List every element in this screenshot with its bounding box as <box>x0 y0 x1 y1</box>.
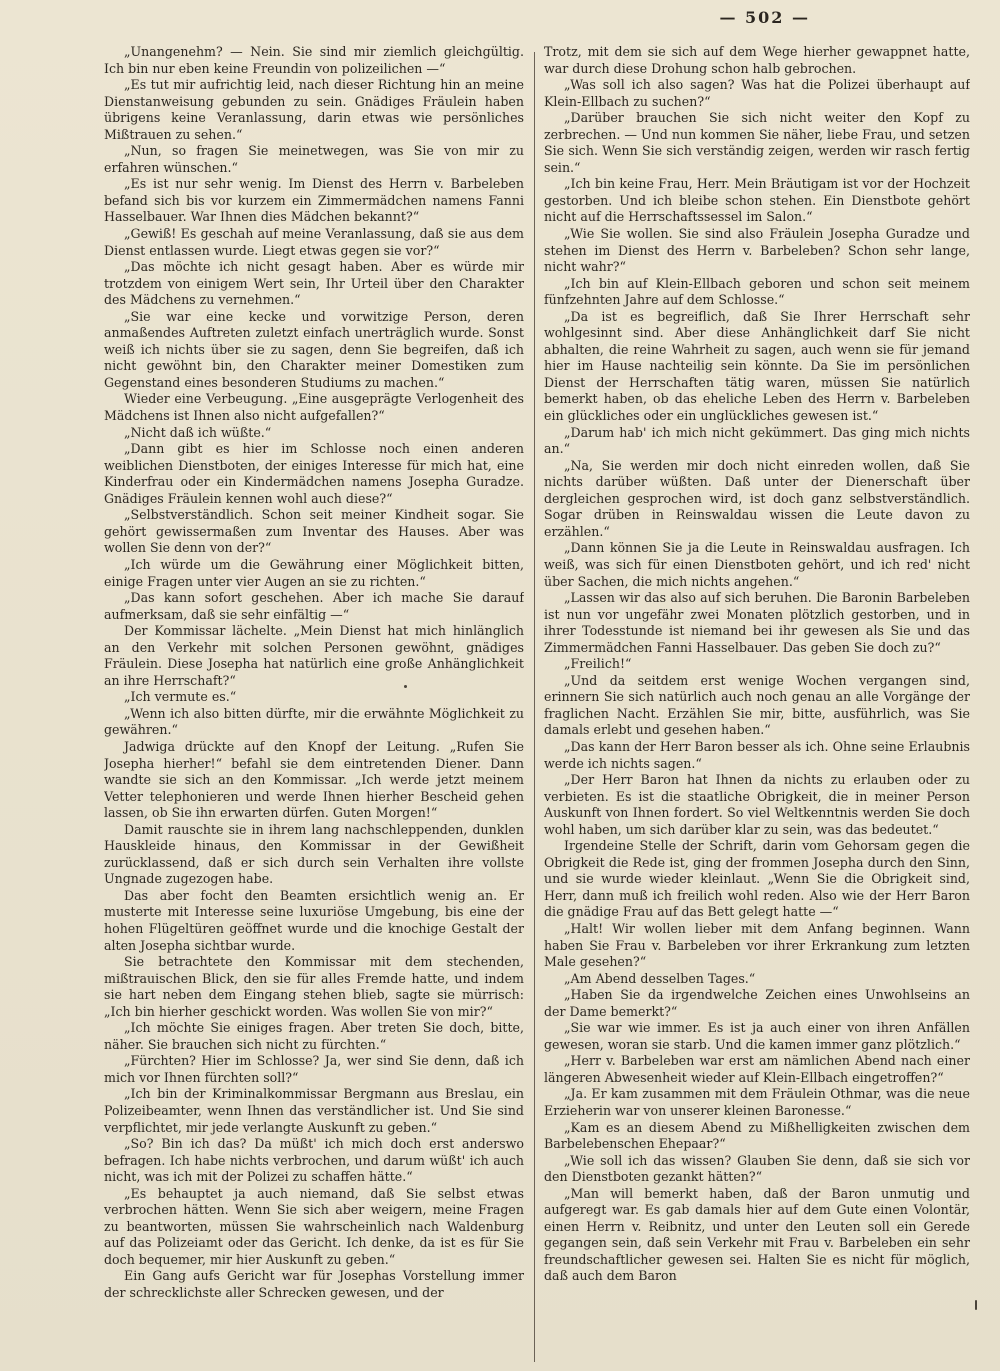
paragraph: „Wie soll ich das wissen? Glauben Sie denn, daß sie sich vor den Dienstboten gezankt hätten?“ <box>544 1152 970 1185</box>
paragraph: „Am Abend desselben Tages.“ <box>564 970 756 986</box>
paragraph: „Ich bin keine Frau, Herr. Mein Bräutigam ist vor der Hochzeit gestorben. Und ich bleibe schon stehen. Ein Dienstbote gehört nicht auf die Herrschaftssessel im Salon.“ <box>544 176 970 225</box>
paragraph: „Wie Sie wollen. Sie sind also Fräulein Josepha Guradze und stehen im Dienst des Herrn v. Barbeleben? Schon sehr lange, nicht wahr?“ <box>544 226 970 275</box>
paragraph: „Herr v. Barbeleben war erst am nämlichen Abend nach einer längeren Abwesenheit wieder auf Klein-Ellbach eingetroffen?“ <box>544 1053 970 1085</box>
paragraph: „Fürchten? Hier im Schlosse? Ja, wer sind Sie denn, daß ich mich vor Ihnen fürchten soll?“ <box>104 1053 524 1085</box>
paragraph: „Nun, so fragen Sie meinetwegen, was Sie von mir zu erfahren wünschen.“ <box>104 143 524 175</box>
paragraph: Sie betrachtete den Kommissar mit dem stechenden, mißtrauischen Blick, den sie für alles Fremde hatte, und indem sie hart neben dem Eingang stehen blieb, sagte sie mürrisch: „Ich bin hierher geschickt worden. Was wollen Sie von mir?“ <box>104 954 524 1019</box>
right-column <box>544 44 970 1364</box>
page-number: — 502 — <box>719 8 810 27</box>
paragraph: „Ich bin auf Klein-Ellbach geboren und schon seit meinem fünfzehnten Jahre auf dem Schlosse.“ <box>544 275 970 308</box>
paragraph: „Ich vermute es.“ <box>124 689 237 705</box>
paragraph: „Nicht daß ich wüßte.“ <box>124 424 272 440</box>
paragraph: „Das möchte ich nicht gesagt haben. Aber es würde mir trotzdem von einigem Wert sein, Ihr Urteil über den Charakter des Mädchens zu vernehmen.“ <box>104 259 524 308</box>
paragraph: „Selbstverständlich. Schon seit meiner Kindheit sogar. Sie gehört gewissermaßen zum Inventar des Hauses. Aber was wollen Sie denn von der?“ <box>104 507 524 556</box>
paragraph: Jadwiga drückte auf den Knopf der Leitung. „Rufen Sie Josepha hierher!“ befahl sie dem eintretenden Diener. Dann wandte sie sich an den Kommissar. „Ich werde jetzt meinem Vetter telephonieren und werde Ihnen hierher Bescheid gehen lassen, ob Sie ihn erwarten dürfen. Guten Morgen!“ <box>104 738 524 821</box>
paragraph: „Darum hab' ich mich nicht gekümmert. Das ging mich nichts an.“ <box>544 424 970 457</box>
paragraph: „Unangenehm? — Nein. Sie sind mir ziemlich gleichgültig. Ich bin nur eben keine Freundin von polizeilichen —“ <box>104 44 524 76</box>
paragraph: „Lassen wir das also auf sich beruhen. Die Baronin Barbeleben ist nun vor ungefähr zwei Monaten plötzlich gestorben, und in ihrer Todesstunde ist niemand bei ihr gewesen als Sie und das Zimmermädchen Fanni Hasselbauer. Das geben Sie doch zu?“ <box>544 590 970 655</box>
paragraph: „Ich möchte Sie einiges fragen. Aber treten Sie doch, bitte, näher. Sie brauchen sich nicht zu fürchten.“ <box>104 1020 524 1052</box>
print-speck <box>975 1300 977 1310</box>
paragraph: Das aber focht den Beamten ersichtlich wenig an. Er musterte mit Interesse seine luxuriöse Umgebung, bis eine der hohen Flügeltüren geöffnet wurde und die knochige Gestalt der alten Josepha sichtbar wurde. <box>104 887 524 953</box>
left-column <box>104 44 524 1364</box>
paragraph: Damit rauschte sie in ihrem lang nachschleppenden, dunklen Hauskleide hinaus, den Kommissar in der Gewißheit zurücklassend, daß er sich durch sein Verhalten ihre vollste Ungnade zugezogen habe. <box>104 821 524 887</box>
paragraph: „Das kann sofort geschehen. Aber ich mache Sie darauf aufmerksam, daß sie sehr einfältig —“ <box>104 590 524 622</box>
paragraph: „Es ist nur sehr wenig. Im Dienst des Herrn v. Barbeleben befand sich bis vor kurzem ein Zimmermädchen namens Fanni Hasselbauer. War Ihnen dies Mädchen bekannt?“ <box>104 176 524 225</box>
paragraph: „Wenn ich also bitten dürfte, mir die erwähnte Möglichkeit zu gewähren.“ <box>104 705 524 738</box>
paragraph: „Es tut mir aufrichtig leid, nach dieser Richtung hin an meine Dienstanweisung gebunden zu sein. Gnädiges Fräulein haben übrigens keine Veranlassung, darin etwas wie persönliches Mißtrauen zu sehen.“ <box>104 77 524 142</box>
paragraph: „Es behauptet ja auch niemand, daß Sie selbst etwas verbrochen hätten. Wenn Sie sich aber weigern, meine Fragen zu beantworten, müssen Sie wahrscheinlich nach Waldenburg auf das Polizeiamt oder das Gericht. Ich denke, da ist es für Sie doch bequemer, mir hier Auskunft zu geben.“ <box>104 1185 524 1267</box>
paragraph: „Darüber brauchen Sie sich nicht weiter den Kopf zu zerbrechen. — Und nun kommen Sie näher, liebe Frau, und setzen Sie sich. Wenn Sie sich verständig zeigen, werden wir rasch fertig sein.“ <box>544 110 970 175</box>
paragraph: Wieder eine Verbeugung. „Eine ausgeprägte Verlogenheit des Mädchens ist Ihnen also nicht aufgefallen?“ <box>104 391 524 424</box>
paragraph: „Gewiß! Es geschah auf meine Veranlassung, daß sie aus dem Dienst entlassen wurde. Liegt etwas gegen sie vor?“ <box>104 226 524 258</box>
paragraph: Trotz, mit dem sie sich auf dem Wege hierher gewappnet hatte, war durch diese Drohung schon halb gebrochen. <box>544 44 970 76</box>
paragraph: „Was soll ich also sagen? Was hat die Polizei überhaupt auf Klein-Ellbach zu suchen?“ <box>544 77 970 109</box>
paragraph: „Sie war eine kecke und vorwitzige Person, deren anmaßendes Auftreten zuletzt einfach unerträglich wurde. Sonst weiß ich nichts über sie zu sagen, denn Sie begreifen, daß ich nicht gewöhnt bin, den Charakter meiner Domestiken zum Gegenstand eines besonderen Studiums zu machen.“ <box>104 308 524 390</box>
paragraph: „Freilich!“ <box>564 656 632 672</box>
paragraph: „Ich würde um die Gewährung einer Möglichkeit bitten, einige Fragen unter vier Augen an sie zu richten.“ <box>104 556 524 589</box>
column-divider <box>534 52 535 1362</box>
paragraph: „Ich bin der Kriminalkommissar Bergmann aus Breslau, ein Polizeibeamter, wenn Ihnen das verständlicher ist. Und Sie sind verpflichtet, mir jede verlangte Auskunft zu geben.“ <box>104 1086 524 1135</box>
paragraph: Irgendeine Stelle der Schrift, darin vom Gehorsam gegen die Obrigkeit die Rede ist, ging der frommen Josepha durch den Sinn, und sie wurde wieder kleinlaut. „Wenn Sie die Obrigkeit sind, Herr, dann muß ich freilich wohl reden. Also wie der Herr Baron die gnädige Frau auf das Bett gelegt hatte —“ <box>544 838 970 920</box>
paragraph: „Na, Sie werden mir doch nicht einreden wollen, daß Sie nichts darüber wüßten. Daß unter der Dienerschaft über dergleichen gesprochen wird, ist doch ganz selbstverständlich. Sogar drüben in Reinswaldau wissen die Leute davon zu erzählen.“ <box>544 457 970 539</box>
paragraph: „Der Herr Baron hat Ihnen da nichts zu erlauben oder zu verbieten. Es ist die staatliche Obrigkeit, die in meiner Person Auskunft von Ihnen fordert. So viel Weltkenntnis werden Sie doch wohl haben, um sich darüber klar zu sein, was das bedeutet.“ <box>544 772 970 837</box>
paragraph: „Dann gibt es hier im Schlosse noch einen anderen weiblichen Dienstboten, der einiges Interesse für mich hat, eine Kinderfrau oder ein Kindermädchen namens Josepha Guradze. Gnädiges Fräulein kennen wohl auch diese?“ <box>104 441 524 506</box>
paragraph: „Und da seitdem erst wenige Wochen vergangen sind, erinnern Sie sich natürlich auch noch genau an alle Vorgänge der fraglichen Nacht. Erzählen Sie mir, bitte, ausführlich, was Sie damals erlebt und gesehen haben.“ <box>544 672 970 738</box>
paragraph: „Kam es an diesem Abend zu Mißhelligkeiten zwischen dem Barbelebenschen Ehepaar?“ <box>544 1119 970 1152</box>
paragraph: „Man will bemerkt haben, daß der Baron unmutig und aufgeregt war. Es gab damals hier auf dem Gute einen Volontär, einen Herrn v. Reibnitz, und unter den Leuten soll ein Gerede gegangen sein, daß sein Verkehr mit Frau v. Barbeleben ein sehr freundschaftlicher gewesen sei. Halten Sie es nicht für möglich, daß auch dem Baron <box>544 1185 970 1284</box>
paragraph: Ein Gang aufs Gericht war für Josephas Vorstellung immer der schrecklichste aller Schrecken gewesen, und der <box>104 1268 524 1301</box>
paragraph: „Ja. Er kam zusammen mit dem Fräulein Othmar, was die neue Erzieherin war von unserer kleinen Baronesse.“ <box>544 1086 970 1118</box>
paragraph: „Da ist es begreiflich, daß Sie Ihrer Herrschaft sehr wohlgesinnt sind. Aber diese Anhänglichkeit darf Sie nicht abhalten, die reine Wahrheit zu sagen, auch wenn sie für jemand hier im Hause nachteilig sein könnte. Da Sie im persönlichen Dienst der Herrschaften tätig waren, müssen Sie natürlich bemerkt haben, ob das eheliche Leben des Herrn v. Barbeleben ein glückliches oder ein unglückliches gewesen ist.“ <box>544 308 970 424</box>
paragraph: „Halt! Wir wollen lieber mit dem Anfang beginnen. Wann haben Sie Frau v. Barbeleben vor ihrer Erkrankung zum letzten Male gesehen?“ <box>544 920 970 970</box>
paragraph: „So? Bin ich das? Da müßt' ich mich doch erst anderswo befragen. Ich habe nichts verbrochen, und darum wüßt' ich auch nicht, was ich mit der Polizei zu schaffen hätte.“ <box>104 1136 524 1185</box>
paragraph: „Dann können Sie ja die Leute in Reinswaldau ausfragen. Ich weiß, was sich für einen Dienstboten gehört, und ich red' nicht über Sachen, die mich nichts angehen.“ <box>544 540 970 589</box>
paragraph: „Sie war wie immer. Es ist ja auch einer von ihren Anfällen gewesen, woran sie starb. Und die kamen immer ganz plötzlich.“ <box>544 1020 970 1052</box>
print-speck <box>404 685 407 688</box>
paragraph: „Das kann der Herr Baron besser als ich. Ohne seine Erlaubnis werde ich nichts sagen.“ <box>544 738 970 771</box>
paragraph: Der Kommissar lächelte. „Mein Dienst hat mich hinlänglich an den Verkehr mit solchen Personen gewöhnt, gnädiges Fräulein. Diese Josepha hat natürlich eine große Anhänglichkeit an ihre Herrschaft?“ <box>104 623 524 688</box>
paragraph: „Haben Sie da irgendwelche Zeichen eines Unwohlseins an der Dame bemerkt?“ <box>544 987 970 1019</box>
